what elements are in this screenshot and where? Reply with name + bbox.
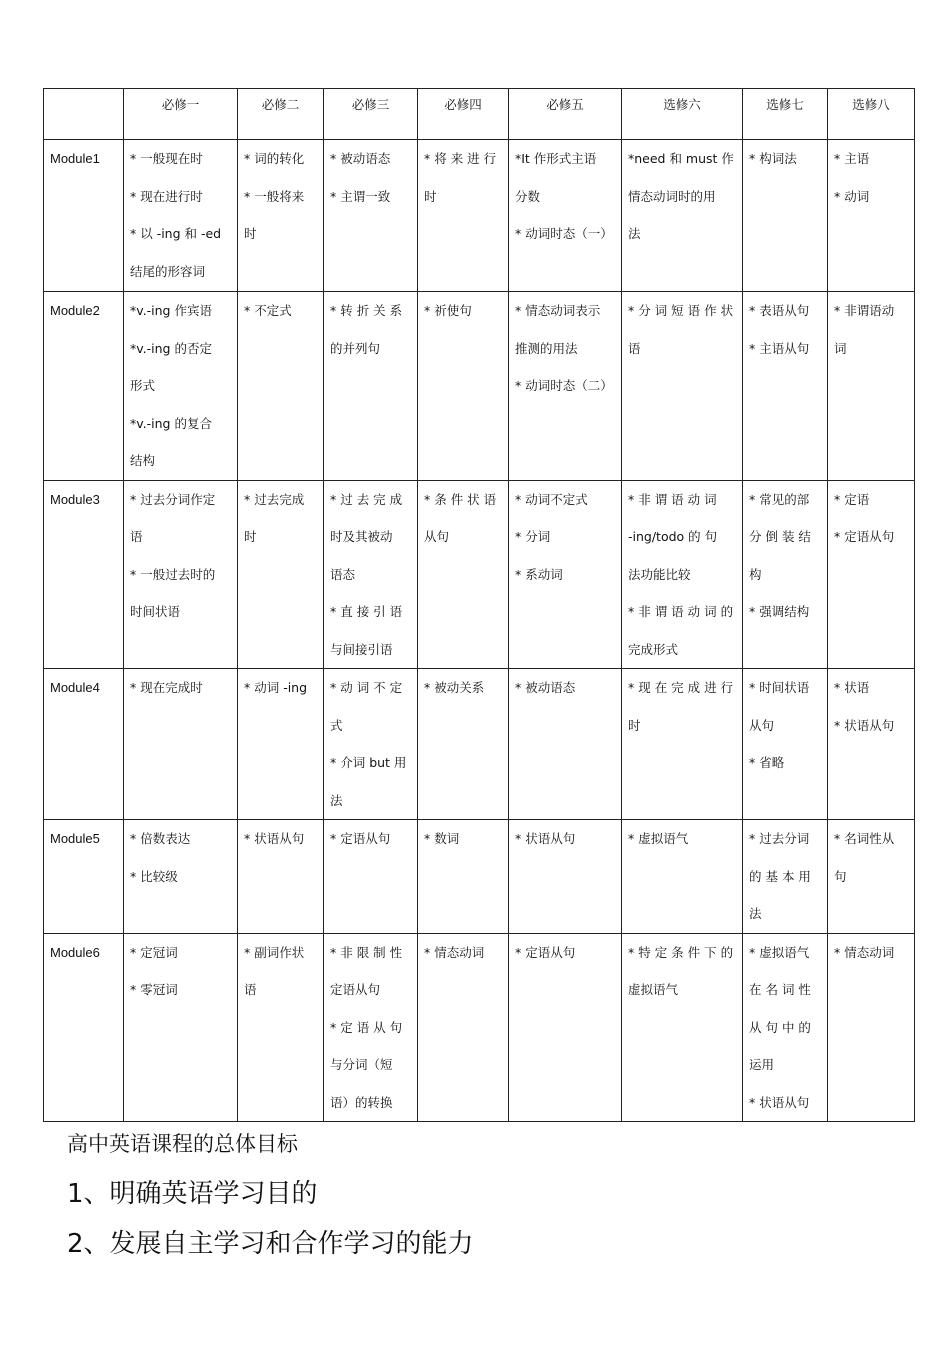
table-cell <box>238 480 324 669</box>
cell-line: * 转 折 关 系 <box>330 303 403 318</box>
cell-line: 从 句 中 的 <box>749 1019 811 1035</box>
cell-line: 与分词（短 <box>330 1057 393 1072</box>
cell-line: * 被动关系 <box>424 680 485 695</box>
cell-line: * 定语从句 <box>515 944 576 960</box>
cell-line: * 副词作状 <box>244 944 305 960</box>
row-header: Module6 <box>44 933 124 1122</box>
table-cell <box>418 820 509 934</box>
cell-line: * 非谓语动 <box>834 303 895 318</box>
cell-line: 时间状语 <box>130 604 181 619</box>
column-header: 必修二 <box>238 89 324 140</box>
cell-line: * 不定式 <box>244 303 292 318</box>
cell-line: 法功能比较 <box>628 566 691 582</box>
column-header: 必修五 <box>509 89 622 140</box>
table-row <box>44 480 915 669</box>
cell-line: * 动词时态（一） <box>515 226 613 241</box>
table-cell <box>418 669 509 820</box>
table-row <box>44 820 915 934</box>
cell-line: * 过去完成 <box>244 491 305 507</box>
table-cell <box>238 140 324 292</box>
table-cell <box>743 480 828 669</box>
cell-line: 语 <box>130 529 143 544</box>
cell-line: * 被动语态 <box>330 151 391 166</box>
cell-line: 的 基 本 用 <box>749 868 811 884</box>
cell-line: 句 <box>834 868 847 884</box>
table-row <box>44 292 915 481</box>
cell-line: 语 <box>628 340 641 356</box>
cell-line: 定语从句 <box>330 982 381 997</box>
cell-line: *It 作形式主语 <box>515 151 597 166</box>
cell-line: * 过 去 完 成 <box>330 491 403 507</box>
cell-line: 分 倒 装 结 <box>749 529 811 544</box>
cell-line: * 主语从句 <box>749 340 810 356</box>
table-cell <box>622 669 743 820</box>
table-cell <box>124 140 238 292</box>
cell-line: 时 <box>424 188 437 204</box>
table-cell <box>238 292 324 481</box>
cell-line: * 主语 <box>834 151 870 166</box>
cell-line: 推测的用法 <box>515 340 578 356</box>
table-cell <box>509 140 622 292</box>
goal-item-2: 2、发展自主学习和合作学习的能力 <box>67 1229 474 1259</box>
table-cell <box>324 820 418 934</box>
cell-line: * 特 定 条 件 下 的 <box>628 944 734 960</box>
cell-line: * 虚拟语气 <box>628 831 689 846</box>
table-cell <box>324 140 418 292</box>
cell-line: * 常见的部 <box>749 491 810 507</box>
table-cell <box>743 669 828 820</box>
cell-line: 形式 <box>130 378 156 393</box>
cell-line: * 一般现在时 <box>130 151 203 166</box>
cell-line: * 定 语 从 句 <box>330 1019 403 1035</box>
table-cell <box>743 140 828 292</box>
column-header: 选修六 <box>622 89 743 140</box>
table-cell <box>324 480 418 669</box>
cell-line: 时 <box>244 529 257 544</box>
table-cell <box>828 933 915 1122</box>
cell-line: * 过去分词作定 <box>130 491 216 507</box>
column-header: 必修一 <box>124 89 238 140</box>
cell-line: * 被动语态 <box>515 680 576 695</box>
table-cell <box>622 480 743 669</box>
cell-line: * 虚拟语气 <box>749 944 810 960</box>
cell-line: * 时间状语 <box>749 680 810 695</box>
cell-line: * 非 谓 语 动 词 的 <box>628 604 734 619</box>
table-cell <box>124 820 238 934</box>
table-row <box>44 140 915 292</box>
cell-line: *v.-ing 的复合 <box>130 415 212 431</box>
cell-line: * 状语从句 <box>244 831 305 846</box>
cell-line: 语）的转换 <box>330 1094 393 1110</box>
table-cell <box>509 292 622 481</box>
cell-line: * 一般将来 <box>244 188 305 204</box>
table-cell <box>238 933 324 1122</box>
cell-line: * 动 词 不 定 <box>330 680 403 695</box>
cell-line: * 定冠词 <box>130 944 178 960</box>
table-row <box>44 669 915 820</box>
cell-line: * 状语从句 <box>749 1094 810 1110</box>
table-cell <box>828 480 915 669</box>
cell-line: 法 <box>628 226 641 241</box>
table-cell <box>828 292 915 481</box>
cell-line: * 名词性从 <box>834 831 895 846</box>
cell-line: 时 <box>628 717 641 733</box>
cell-line: * 状语从句 <box>834 717 895 733</box>
row-header: Module3 <box>44 480 124 669</box>
row-header: Module5 <box>44 820 124 934</box>
table-cell <box>622 820 743 934</box>
table-cell <box>238 820 324 934</box>
table-cell <box>124 669 238 820</box>
table-cell <box>509 669 622 820</box>
cell-line: * 比较级 <box>130 868 178 884</box>
cell-line: * 将 来 进 行 <box>424 151 497 166</box>
cell-line: 与间接引语 <box>330 641 393 657</box>
cell-line: * 一般过去时的 <box>130 566 216 582</box>
cell-line: * 情态动词表示 <box>515 303 601 318</box>
cell-line: * 介词 but 用 <box>330 755 407 770</box>
row-header: Module1 <box>44 140 124 292</box>
table-cell <box>418 140 509 292</box>
table-cell <box>124 933 238 1122</box>
cell-line: * 情态动词 <box>834 944 895 960</box>
cell-line: * 分 词 短 语 作 状 <box>628 303 734 318</box>
cell-line: * 非 谓 语 动 词 <box>628 491 717 507</box>
cell-line: * 动词不定式 <box>515 491 588 507</box>
cell-line: 结尾的形容词 <box>130 263 206 279</box>
cell-line: * 定语从句 <box>330 831 391 846</box>
cell-line: 法 <box>330 792 343 808</box>
cell-line: * 定语从句 <box>834 529 895 544</box>
cell-line: 运用 <box>749 1057 775 1072</box>
cell-line: * 动词 -ing <box>244 680 308 695</box>
cell-line: 时及其被动 <box>330 529 393 544</box>
cell-line: *need 和 must 作 <box>628 151 734 166</box>
cell-line: 语态 <box>330 566 356 582</box>
cell-line: * 直 接 引 语 <box>330 604 403 619</box>
cell-line: 构 <box>749 566 762 582</box>
cell-line: * 动词时态（二） <box>515 378 613 393</box>
cell-line: 从句 <box>749 717 775 733</box>
cell-line: 式 <box>330 717 343 733</box>
cell-line: 完成形式 <box>628 641 679 657</box>
row-header: Module2 <box>44 292 124 481</box>
cell-line: * 状语从句 <box>515 831 576 846</box>
cell-line: * 词的转化 <box>244 151 305 166</box>
table-cell <box>124 292 238 481</box>
cell-line: * 表语从句 <box>749 303 810 318</box>
cell-line: * 现 在 完 成 进 行 <box>628 680 734 695</box>
cell-line: * 以 -ing 和 -ed <box>130 226 222 241</box>
cell-line: 法 <box>749 906 762 921</box>
cell-line: 分数 <box>515 188 541 204</box>
column-header: 选修八 <box>828 89 915 140</box>
cell-line: * 省略 <box>749 755 785 770</box>
cell-line: * 祈使句 <box>424 303 472 318</box>
table-cell <box>418 292 509 481</box>
cell-line: *v.-ing 作宾语 <box>130 303 212 318</box>
cell-line: * 情态动词 <box>424 944 485 960</box>
table-cell <box>743 292 828 481</box>
cell-line: * 系动词 <box>515 566 563 582</box>
cell-line: 在 名 词 性 <box>749 982 811 997</box>
row-header: Module4 <box>44 669 124 820</box>
table-cell <box>324 933 418 1122</box>
table-cell <box>324 669 418 820</box>
cell-line: * 零冠词 <box>130 982 178 997</box>
section-heading: 高中英语课程的总体目标 <box>67 1132 298 1156</box>
cell-line: 时 <box>244 226 257 241</box>
cell-line: * 非 限 制 性 <box>330 944 403 960</box>
column-header: 必修三 <box>324 89 418 140</box>
cell-line: 语 <box>244 982 257 997</box>
table-cell <box>324 292 418 481</box>
cell-line: * 动词 <box>834 188 870 204</box>
cell-line: 虚拟语气 <box>628 982 679 997</box>
table-cell <box>828 820 915 934</box>
table-cell <box>743 820 828 934</box>
cell-line: 从句 <box>424 529 450 544</box>
cell-line: -ing/todo 的 句 <box>628 529 718 544</box>
cell-line: 的并列句 <box>330 340 381 356</box>
cell-line: * 构词法 <box>749 151 797 166</box>
table-cell <box>509 480 622 669</box>
table-cell <box>418 480 509 669</box>
cell-line: * 条 件 状 语 <box>424 491 497 507</box>
cell-line: * 分词 <box>515 529 551 544</box>
table-cell <box>622 140 743 292</box>
column-header: 必修四 <box>418 89 509 140</box>
table-cell <box>509 820 622 934</box>
table-cell <box>828 669 915 820</box>
table-cell <box>622 933 743 1122</box>
table-cell <box>509 933 622 1122</box>
corner-cell <box>44 89 124 140</box>
cell-line: 情态动词时的用 <box>628 188 716 204</box>
cell-line: 结构 <box>130 453 156 468</box>
cell-line: * 数词 <box>424 831 460 846</box>
table-cell <box>418 933 509 1122</box>
table-cell <box>622 292 743 481</box>
table-cell <box>828 140 915 292</box>
cell-line: * 定语 <box>834 491 870 507</box>
column-header: 选修七 <box>743 89 828 140</box>
cell-line: * 倍数表达 <box>130 831 191 846</box>
table-cell <box>238 669 324 820</box>
cell-line: *v.-ing 的否定 <box>130 340 212 356</box>
cell-line: * 过去分词 <box>749 831 810 846</box>
header-row <box>44 89 915 140</box>
table-row <box>44 933 915 1122</box>
cell-line: * 强调结构 <box>749 604 810 619</box>
table-cell <box>124 480 238 669</box>
cell-line: * 主谓一致 <box>330 188 391 204</box>
cell-line: * 现在完成时 <box>130 680 203 695</box>
goal-item-1: 1、明确英语学习目的 <box>67 1179 318 1209</box>
cell-line: 词 <box>834 340 847 356</box>
curriculum-table <box>43 88 915 1122</box>
table-cell <box>743 933 828 1122</box>
cell-line: * 状语 <box>834 680 870 695</box>
cell-line: * 现在进行时 <box>130 188 203 204</box>
